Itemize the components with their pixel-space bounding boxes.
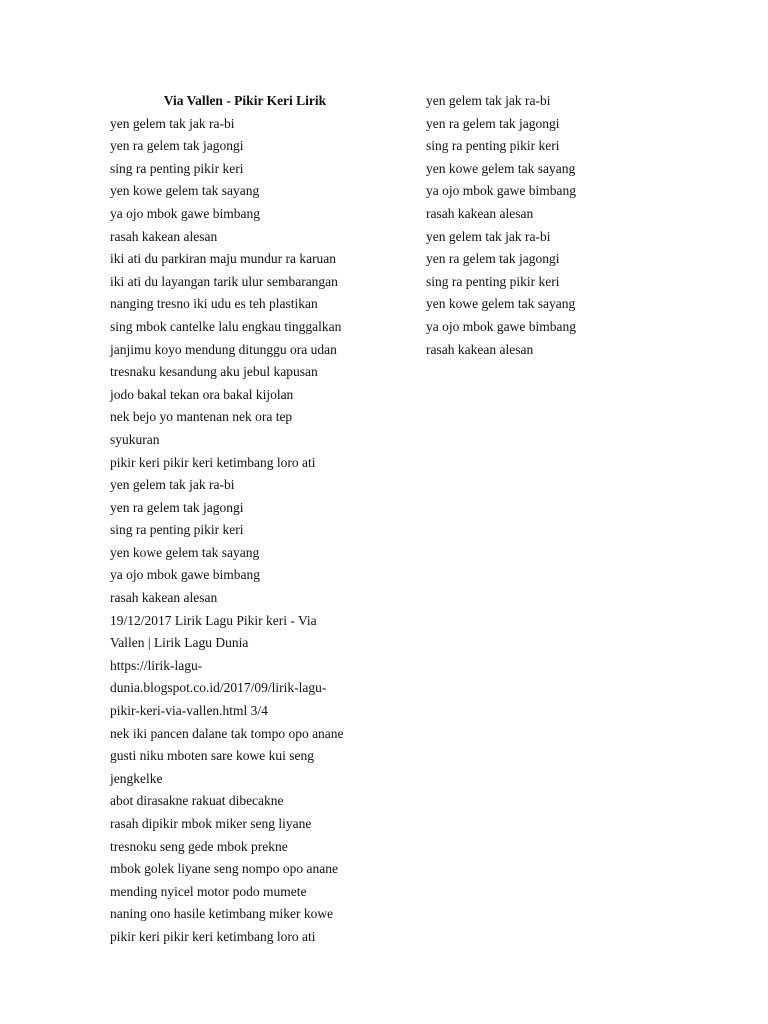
lyric-line: pikir keri pikir keri ketimbang loro ati: [110, 928, 316, 944]
lyric-line: https://lirik-lagu-: [110, 657, 203, 673]
left-column: [110, 90, 400, 949]
lyric-line: pikir keri pikir keri ketimbang loro ati: [110, 454, 316, 470]
lyric-line: sing ra penting pikir keri: [426, 273, 560, 289]
lyric-line: 19/12/2017 Lirik Lagu Pikir keri - Via: [110, 612, 317, 628]
lyric-line: yen gelem tak jak ra-bi: [426, 228, 551, 244]
lyric-line: yen ra gelem tak jagongi: [426, 115, 560, 131]
lyric-line: pikir-keri-via-vallen.html 3/4: [110, 703, 268, 719]
lyric-line: dunia.blogspot.co.id/2017/09/lirik-lagu-: [110, 680, 327, 696]
right-column: [426, 90, 726, 361]
lyric-line: ya ojo mbok gawe bimbang: [426, 318, 576, 334]
lyric-line: rasah dipikir mbok miker seng liyane: [110, 816, 312, 831]
lyric-line: ya ojo mbok gawe bimbang: [110, 205, 260, 221]
lyric-line: sing ra penting pikir keri: [110, 160, 244, 176]
lyric-line: Vallen | Lirik Lagu Dunia: [110, 635, 249, 651]
lyric-line: rasah kakean alesan: [426, 341, 534, 357]
lyric-line: naning ono hasile ketimbang miker kowe: [110, 906, 334, 922]
left-lyrics: [110, 113, 400, 949]
lyric-line: tresnoku seng gede mbok prekne: [110, 838, 288, 854]
lyric-line: yen kowe gelem tak sayang: [110, 544, 260, 560]
lyric-line: yen kowe gelem tak sayang: [110, 183, 260, 199]
lyric-line: rasah kakean alesan: [110, 590, 218, 606]
lyric-line: yen ra gelem tak jagongi: [110, 499, 244, 515]
lyric-line: yen gelem tak jak ra-bi: [110, 115, 235, 131]
lyric-line: rasah kakean alesan: [110, 228, 218, 244]
lyric-line: yen ra gelem tak jagongi: [110, 138, 244, 154]
lyric-line: yen kowe gelem tak sayang: [426, 296, 576, 312]
lyric-line: jodo bakal tekan ora bakal kijolan: [110, 386, 294, 402]
lyric-line: nek iki pancen dalane tak tompo opo anane: [110, 725, 344, 741]
lyric-line: ya ojo mbok gawe bimbang: [426, 183, 576, 199]
lyric-line: abot dirasakne rakuat dibecakne: [110, 793, 284, 809]
lyric-line: syukuran: [110, 431, 160, 447]
lyric-line: nek bejo yo mantenan nek ora tep: [110, 409, 293, 425]
lyric-line: iki ati du parkiran maju mundur ra karuan: [110, 251, 337, 267]
page-title: Via Vallen - Pikir Keri Lirik: [163, 93, 327, 108]
lyric-line: janjimu koyo mendung ditunggu ora udan: [110, 341, 337, 357]
lyric-line: iki ati du layangan tarik ulur sembarangan: [110, 273, 338, 289]
lyric-line: sing mbok cantelke lalu engkau tinggalkan: [110, 318, 342, 334]
lyric-line: mbok golek liyane seng nompo opo anane: [110, 861, 338, 877]
lyric-line: yen ra gelem tak jagongi: [426, 251, 560, 267]
lyric-line: jengkelke: [110, 770, 163, 786]
right-lyrics: [426, 90, 726, 361]
lyric-line: mending nyicel motor podo mumete: [110, 883, 307, 899]
lyric-line: sing ra penting pikir keri: [110, 522, 244, 538]
lyric-line: gusti niku mboten sare kowe kui seng: [110, 748, 314, 764]
lyric-line: ya ojo mbok gawe bimbang: [110, 567, 260, 583]
lyric-line: tresnaku kesandung aku jebul kapusan: [110, 364, 318, 380]
lyric-line: yen gelem tak jak ra-bi: [426, 93, 551, 108]
lyric-line: nanging tresno iki udu es teh plastikan: [110, 296, 318, 312]
lyric-line: rasah kakean alesan: [426, 205, 534, 221]
lyric-line: yen kowe gelem tak sayang: [426, 160, 576, 176]
lyric-line: yen gelem tak jak ra-bi: [110, 477, 235, 493]
lyric-line: sing ra penting pikir keri: [426, 138, 560, 154]
